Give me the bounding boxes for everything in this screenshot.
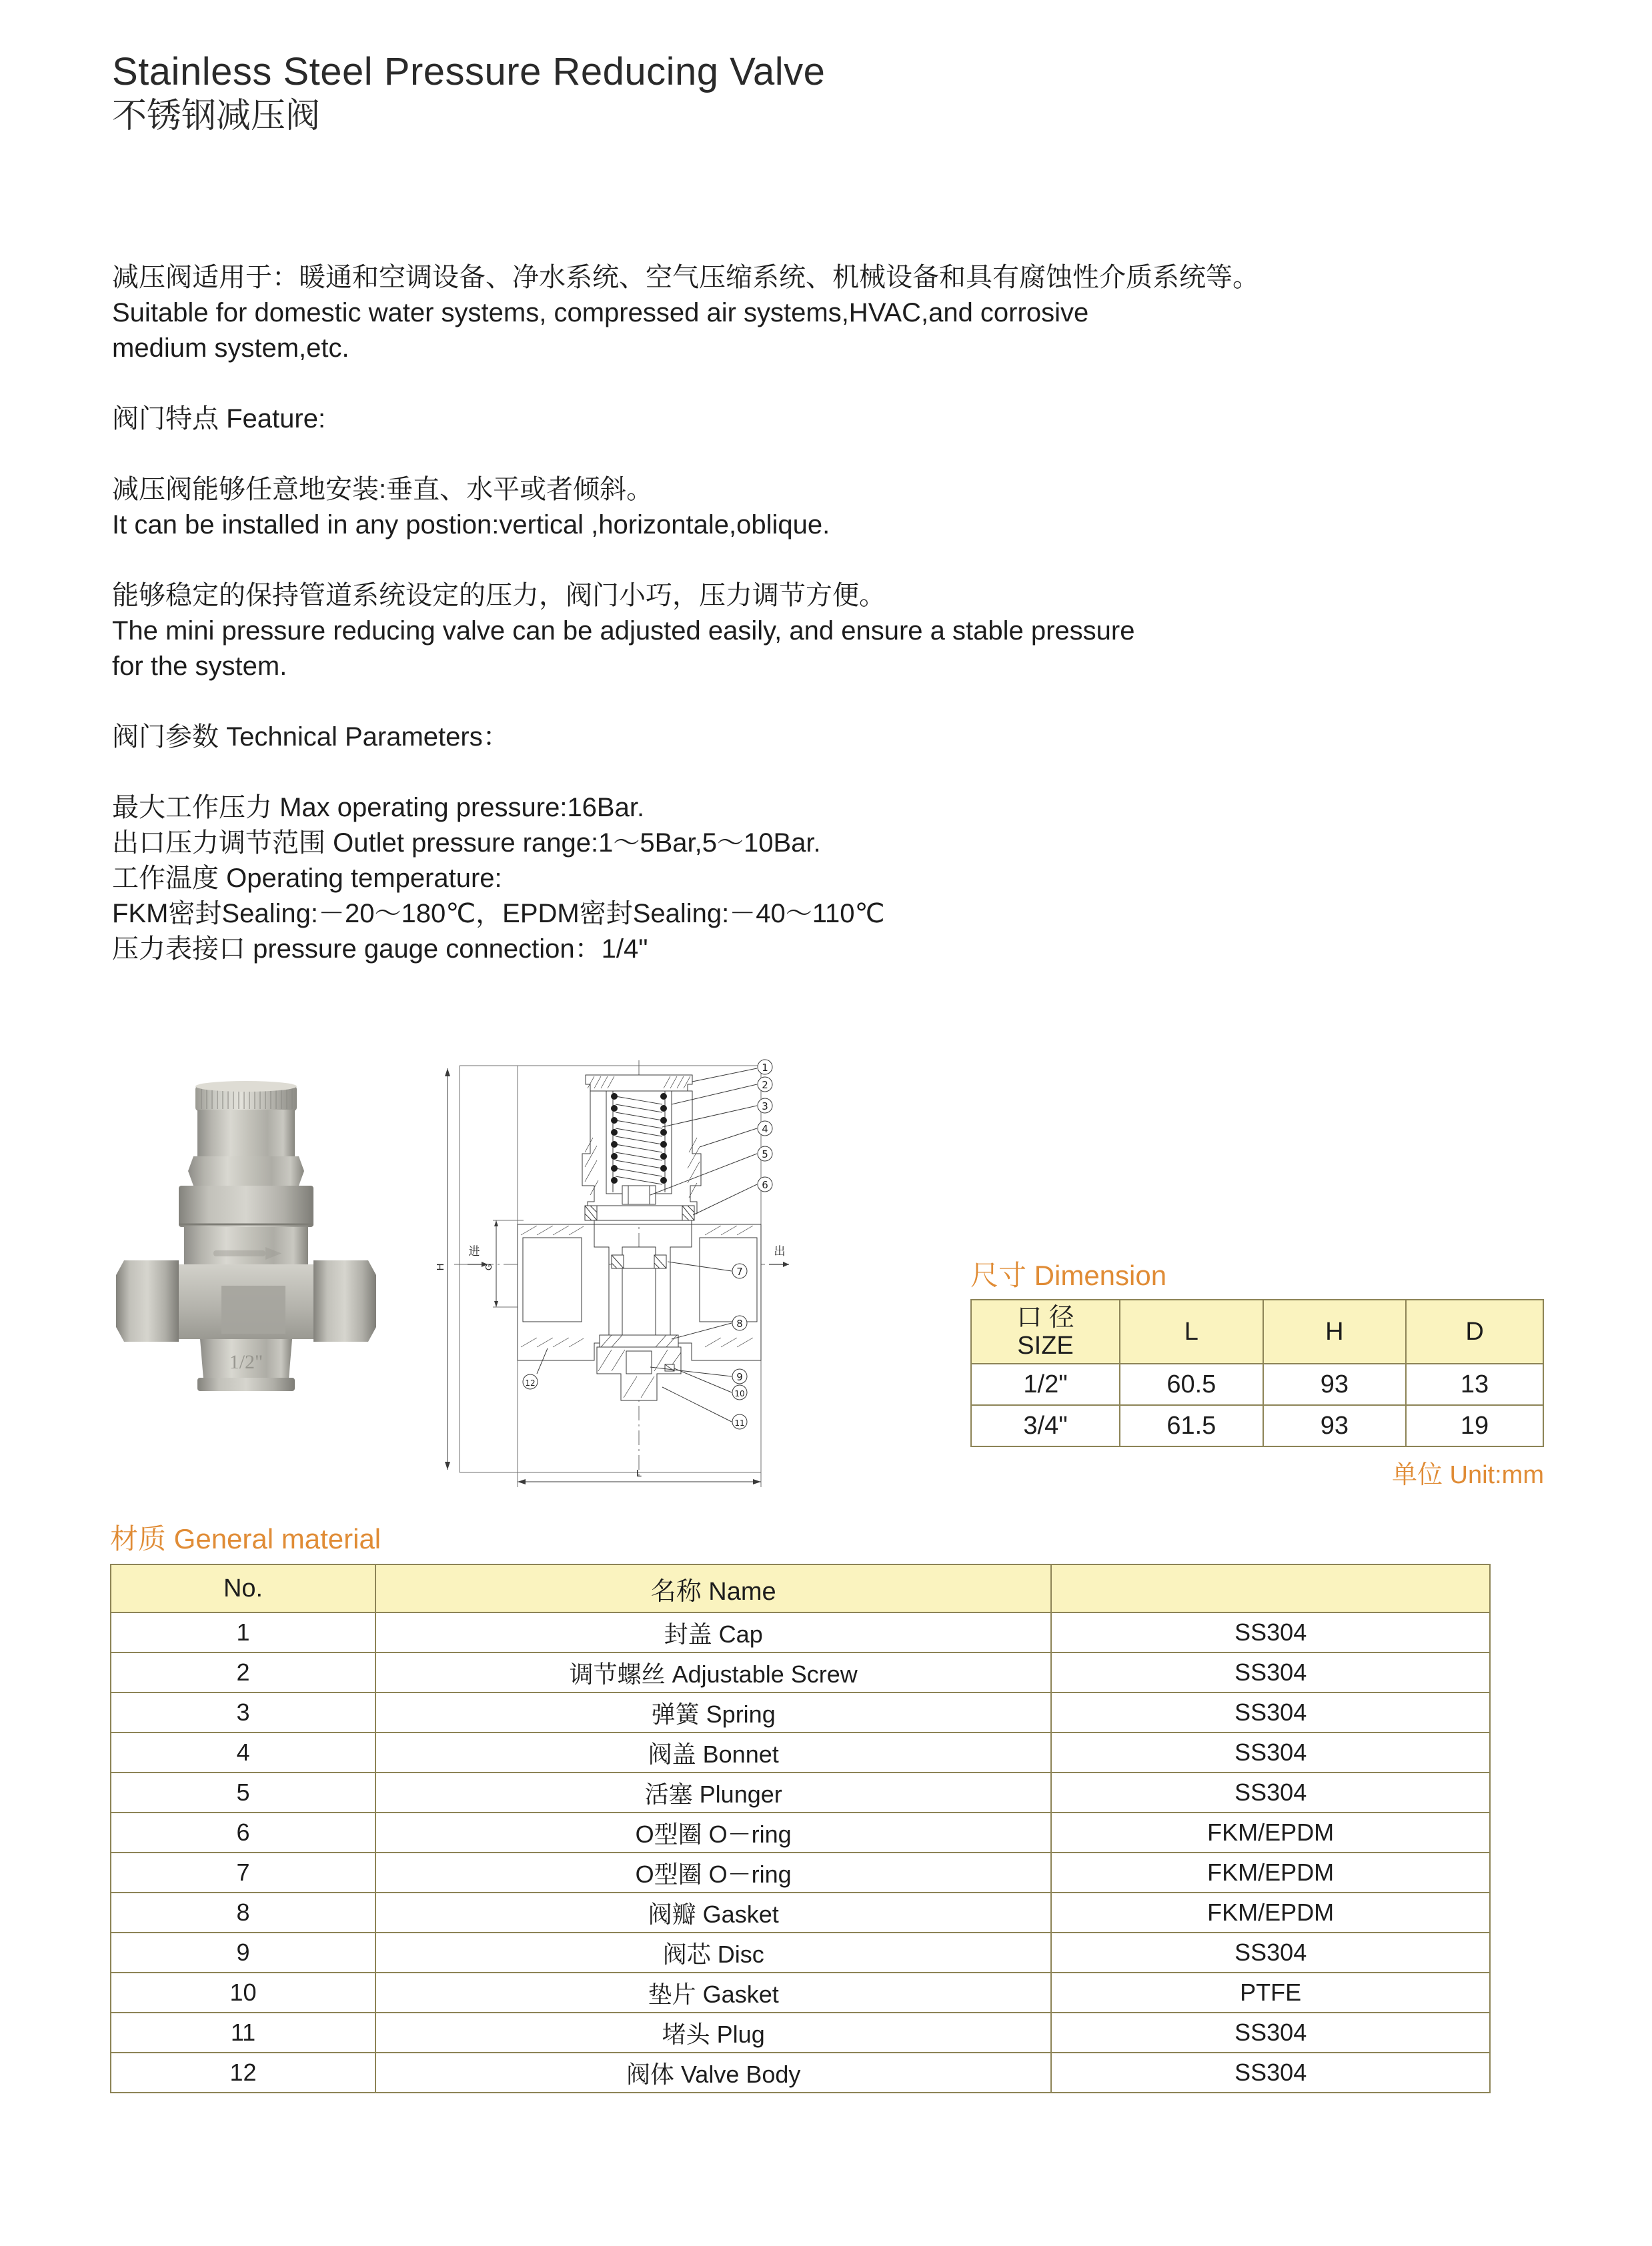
drawing-outlet-label: 出	[774, 1245, 786, 1258]
drawing-inlet-label: 进	[468, 1245, 480, 1258]
dimension-table	[970, 1299, 1544, 1447]
material-cell-material: SS304	[1051, 1612, 1490, 1652]
material-cell-no: 8	[111, 1893, 375, 1933]
table-row	[971, 1364, 1543, 1405]
table-row	[111, 1893, 1490, 1933]
material-cell-material: SS304	[1051, 2053, 1490, 2093]
svg-text:5: 5	[762, 1148, 768, 1160]
table-row	[111, 1933, 1490, 1973]
material-cell-name: O型圈 O－ring	[375, 1853, 1051, 1893]
union-nut-right	[313, 1260, 376, 1342]
svg-text:12: 12	[525, 1378, 536, 1388]
material-cell-name: 阀盖 Bonnet	[375, 1733, 1051, 1773]
material-cell-no: 12	[111, 2053, 375, 2093]
table-row	[111, 1813, 1490, 1853]
dimension-col-d: D	[1406, 1300, 1543, 1364]
bonnet-hex	[188, 1156, 304, 1186]
table-row	[111, 1652, 1490, 1693]
material-cell-material: PTFE	[1051, 1973, 1490, 2013]
feature2-chinese: 能够稳定的保持管道系统设定的压力，阀门小巧，压力调节方便。	[112, 581, 886, 610]
table-row	[111, 2013, 1490, 2053]
outlet-arrow	[769, 1262, 789, 1267]
table-row	[111, 1973, 1490, 2013]
material-cell-no: 6	[111, 1813, 375, 1853]
material-cell-material: SS304	[1051, 1933, 1490, 1973]
material-cell-name: 封盖 Cap	[375, 1612, 1051, 1652]
material-col-no: No.	[111, 1564, 375, 1612]
feature1-english: It can be installed in any postion:vertical ,horizontale,oblique.	[112, 510, 830, 539]
feature1-chinese: 减压阀能够任意地安装:垂直、水平或者倾斜。	[112, 475, 654, 504]
bonnet-upper	[197, 1110, 295, 1156]
material-cell-name: 堵头 Plug	[375, 2013, 1051, 2053]
dimension-heading: 尺寸 Dimension	[970, 1260, 1167, 1291]
bonnet-flange	[179, 1186, 313, 1227]
svg-text:10: 10	[734, 1389, 745, 1398]
feature-item-2	[112, 578, 1546, 684]
material-cell-material: FKM/EPDM	[1051, 1853, 1490, 1893]
material-cell-name: 调节螺丝 Adjustable Screw	[375, 1652, 1051, 1693]
svg-text:8: 8	[736, 1318, 743, 1330]
material-cell-name: 阀体 Valve Body	[375, 2053, 1051, 2093]
drawing-length-label: L	[636, 1468, 642, 1479]
dimension-header-row	[971, 1300, 1543, 1364]
material-cell-name: 阀芯 Disc	[375, 1933, 1051, 1973]
param-outlet-range: 出口压力调节范围 Outlet pressure range:1～5Bar,5～10Bar.	[112, 828, 821, 858]
feature2-english-line2: for the system.	[112, 652, 287, 681]
material-cell-name: 活塞 Plunger	[375, 1773, 1051, 1813]
spacer	[112, 684, 1546, 720]
material-cell-no: 7	[111, 1853, 375, 1893]
table-row	[971, 1405, 1543, 1446]
intro-english-line1: Suitable for domestic water systems, compressed air systems,HVAC,and corrosive	[112, 298, 1089, 327]
body-copy	[112, 260, 1546, 967]
dimension-cell-size: 1/2"	[971, 1364, 1120, 1405]
dimension-cell-d: 19	[1406, 1405, 1543, 1446]
intro-chinese: 减压阀适用于：暖通和空调设备、净水系统、空气压缩系统、机械设备和具有腐蚀性介质系统等。	[112, 263, 1259, 292]
intro-paragraph	[112, 260, 1546, 366]
svg-text:1: 1	[762, 1062, 768, 1074]
material-cell-no: 11	[111, 2013, 375, 2053]
feature-item-1	[112, 472, 1546, 543]
svg-text:7: 7	[736, 1266, 743, 1278]
valve-section-graphic	[430, 1027, 804, 1494]
material-section	[110, 1517, 1491, 2093]
material-cell-name: O型圈 O－ring	[375, 1813, 1051, 1853]
param-operating-temperature: 工作温度 Operating temperature:	[112, 864, 502, 893]
material-heading: 材质 General material	[110, 1523, 381, 1554]
spacer	[112, 543, 1546, 578]
material-table-body	[111, 1612, 1490, 2093]
material-cell-material: SS304	[1051, 1652, 1490, 1693]
svg-text:2: 2	[762, 1079, 768, 1091]
svg-text:3: 3	[762, 1100, 768, 1112]
material-col-material	[1051, 1564, 1490, 1612]
material-cell-no: 5	[111, 1773, 375, 1813]
product-photo	[100, 1040, 380, 1394]
dimension-cell-size: 3/4"	[971, 1405, 1120, 1446]
material-col-name: 名称 Name	[375, 1564, 1051, 1612]
material-header-row	[111, 1564, 1490, 1612]
drawing-height-label: H	[435, 1263, 446, 1271]
table-row	[111, 1853, 1490, 1893]
svg-text:6: 6	[762, 1179, 768, 1191]
svg-text:11: 11	[734, 1418, 745, 1428]
page-title	[112, 52, 825, 137]
dimension-cell-h: 93	[1263, 1364, 1407, 1405]
cross-section-drawing	[430, 1027, 804, 1494]
table-row	[111, 1773, 1490, 1813]
spacer	[112, 366, 1546, 401]
material-table	[110, 1564, 1491, 2093]
title-english: Stainless Steel Pressure Reducing Valve	[112, 50, 826, 93]
dimension-col-size	[971, 1300, 1120, 1364]
material-cell-material: SS304	[1051, 1693, 1490, 1733]
table-row	[111, 1612, 1490, 1652]
material-cell-material: SS304	[1051, 1733, 1490, 1773]
dimension-col-size-en: SIZE	[1017, 1332, 1074, 1360]
body-base-ring	[197, 1378, 295, 1391]
param-gauge-connection: 压力表接口 pressure gauge connection：1/4"	[112, 934, 648, 964]
material-cell-material: SS304	[1051, 1773, 1490, 1813]
dimension-col-h: H	[1263, 1300, 1407, 1364]
param-sealing: FKM密封Sealing:－20～180℃，EPDM密封Sealing:－40～110℃	[112, 899, 885, 928]
dimension-unit-note: 单位 Unit:mm	[1391, 1461, 1544, 1490]
parameters-heading: 阀门参数 Technical Parameters：	[112, 722, 510, 752]
dimension-col-l: L	[1120, 1300, 1263, 1364]
dimension-cell-d: 13	[1406, 1364, 1543, 1405]
valve-photo-graphic	[100, 1040, 380, 1394]
param-max-pressure: 最大工作压力 Max operating pressure:16Bar.	[112, 793, 645, 822]
material-cell-no: 2	[111, 1652, 375, 1693]
material-cell-name: 垫片 Gasket	[375, 1973, 1051, 2013]
title-chinese: 不锈钢减压阀	[112, 96, 321, 135]
dimension-cell-l: 60.5	[1120, 1364, 1263, 1405]
table-row	[111, 2053, 1490, 2093]
body-size-marking: 1/2"	[229, 1351, 263, 1373]
table-row	[111, 1733, 1490, 1773]
svg-text:9: 9	[736, 1371, 743, 1383]
dimension-section	[970, 1260, 1544, 1490]
union-nut-left	[116, 1260, 179, 1342]
material-cell-name: 弹簧 Spring	[375, 1693, 1051, 1733]
material-cell-material: FKM/EPDM	[1051, 1893, 1490, 1933]
material-cell-material: FKM/EPDM	[1051, 1813, 1490, 1853]
drawing-bore-label: G	[484, 1263, 494, 1271]
intro-english-line2: medium system,etc.	[112, 333, 349, 363]
body-label-patch	[221, 1286, 285, 1334]
table-row	[111, 1693, 1490, 1733]
dimension-col-size-cn: 口 径	[1016, 1304, 1074, 1332]
feature-heading: 阀门特点 Feature:	[112, 404, 326, 433]
dimension-cell-l: 61.5	[1120, 1405, 1263, 1446]
material-cell-name: 阀瓣 Gasket	[375, 1893, 1051, 1933]
cap-top	[195, 1081, 297, 1092]
dimension-cell-h: 93	[1263, 1405, 1407, 1446]
material-cell-no: 1	[111, 1612, 375, 1652]
spacer	[112, 755, 1546, 790]
spacer	[112, 437, 1546, 472]
material-cell-no: 10	[111, 1973, 375, 2013]
svg-text:4: 4	[762, 1123, 768, 1135]
feature2-english-line1: The mini pressure reducing valve can be adjusted easily, and ensure a stable pressure	[112, 616, 1135, 646]
material-cell-no: 3	[111, 1693, 375, 1733]
material-cell-no: 9	[111, 1933, 375, 1973]
material-cell-material: SS304	[1051, 2013, 1490, 2053]
parameters-list	[112, 790, 1546, 967]
material-cell-no: 4	[111, 1733, 375, 1773]
